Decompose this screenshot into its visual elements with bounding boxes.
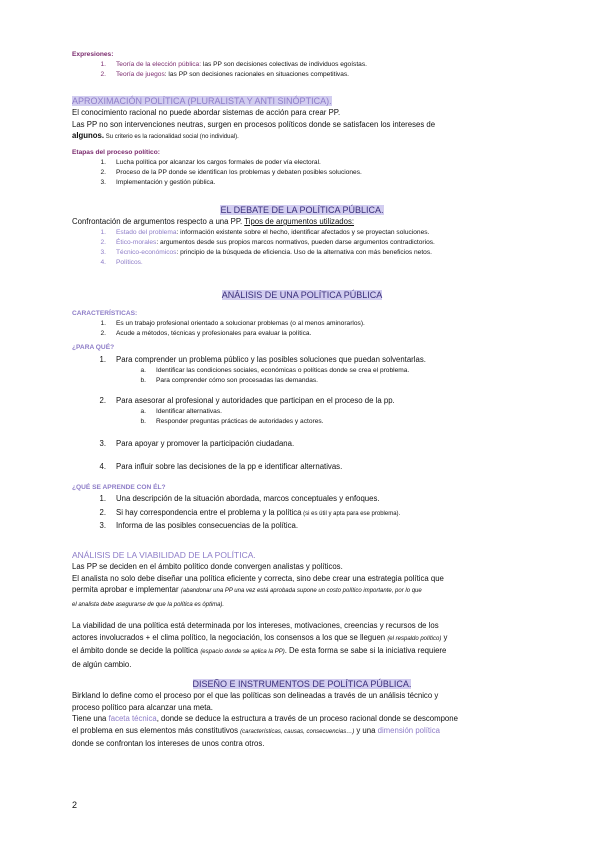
paragraph-line: Confrontación de argumentos respecto a una PP. Tipos de argumentos utilizados: xyxy=(72,217,355,226)
paragraph-line: de algún cambio. xyxy=(72,659,132,669)
list-item: 3. Implementación y gestión pública. xyxy=(100,178,216,186)
diseno-section xyxy=(72,678,532,750)
list-item: 1. Lucha política por alcanzar los cargos formales de poder vía electoral. xyxy=(100,158,321,166)
section-heading: EL DEBATE DE LA POLÍTICA PÚBLICA. xyxy=(220,205,384,215)
list-item: 3. Para apoyar y promover la participación ciudadana. xyxy=(99,439,295,448)
paragraph-line: Birkland lo define como el proceso por el que las políticas son delineadas a través de un análisis técnico y xyxy=(72,691,439,700)
paragraph-line: el problema en sus elementos más constitutivos (características, causas, consecuencias…) y una dimensión política xyxy=(72,725,441,735)
paragraph-line: actores involucrados + el clima político, la negociación, los consensos a los que se lleguen (el respaldo político) y xyxy=(72,632,448,642)
section-heading: ANÁLISIS DE UNA POLÍTICA PÚBLICA xyxy=(221,290,383,300)
para-que-label: ¿PARA QUÉ? xyxy=(72,344,115,351)
section-heading: ANÁLISIS DE LA VIABILIDAD DE LA POLÍTICA. xyxy=(72,550,256,560)
paragraph-line: donde se confrontan los intereses de unos contra otros. xyxy=(72,739,265,748)
paragraph-line: permita aprobar e implementar (abandonar una PP una vez está aprobada supone un costo político importante, por lo que xyxy=(72,585,422,594)
aproximacion-section xyxy=(72,95,532,188)
paragraph-line: Tiene una faceta técnica, donde se deduce la estructura a través de un proceso racional donde se descompone xyxy=(72,714,458,723)
paragraph-line: La viabilidad de una política está determinada por los intereses, motivaciones, creencias y recursos de los xyxy=(72,621,439,630)
etapas-label: Etapas del proceso político: xyxy=(72,148,160,156)
paragraph-line: Las PP no son intervenciones neutras, surgen en procesos políticos donde se satisfacen los intereses de xyxy=(72,119,436,129)
paragraph-line: el analista debe asegurarse de que la política es óptima). xyxy=(72,601,225,608)
viabilidad-section xyxy=(72,549,532,670)
list-item: 3. Informa de las posibles consecuencias de la política. xyxy=(99,521,299,530)
list-item: 1. Es un trabajo profesional orientado a solucionar problemas (o al menos aminorarlos). xyxy=(100,320,365,327)
list-item: 1. Para comprender un problema público y las posibles soluciones que puedan solventarlas. xyxy=(99,355,426,364)
list-item: 2. Ético-morales: argumentos desde sus propios marcos normativos, pueden darse argumentos contradictorios. xyxy=(100,238,435,246)
list-item: a. Identificar las condiciones sociales, económicas o políticas donde se crea el problema. xyxy=(140,367,410,374)
caracteristicas-label: CARACTERÍSTICAS: xyxy=(72,310,138,317)
list-item: 2. Acude a métodos, técnicas y profesionales para evaluar la política. xyxy=(100,330,312,337)
paragraph-line: El analista no solo debe diseñar una política eficiente y correcta, sino debe crear una estrategia política que xyxy=(72,573,444,583)
analisis-section xyxy=(72,289,532,534)
list-item: a. Identificar alternativas. xyxy=(140,408,222,415)
list-item: b. Responder preguntas prácticas de autoridades y actores. xyxy=(140,418,324,425)
paragraph-line: El conocimiento racional no puede abordar sistemas de acción para crear PP. xyxy=(72,108,341,117)
list-item: 2. Teoría de juegos: las PP son decisiones racionales en situaciones competitivas. xyxy=(100,71,350,78)
expresiones-label: Expresiones: xyxy=(72,51,114,58)
debate-section xyxy=(72,204,532,268)
list-item: b. Para comprender cómo son procesadas las demandas. xyxy=(140,377,319,384)
list-item: 1. Teoría de la elección pública: las PP son decisiones colectivas de individuos egoístas. xyxy=(100,61,367,68)
aprende-label: ¿QUÉ SE APRENDE CON ÉL? xyxy=(72,484,166,491)
page-number: 2 xyxy=(72,800,78,810)
paragraph-line: algunos. Su criterio es la racionalidad social (no individual). xyxy=(72,131,239,140)
paragraph-line: proceso político para alcanzar una meta. xyxy=(72,702,213,712)
list-item: 3. Técnico-económicos: principio de la búsqueda de eficiencia. Uso de la alternativa con más beneficios netos. xyxy=(100,248,432,256)
list-item: 4. Políticos. xyxy=(100,258,143,266)
paragraph-line: Las PP se deciden en el ámbito político donde convergen analistas y políticos. xyxy=(72,562,343,571)
list-item: 1. Una descripción de la situación abordada, marcos conceptuales y enfoques. xyxy=(99,494,380,503)
list-item: 4. Para influir sobre las decisiones de la pp e identificar alternativas. xyxy=(99,462,343,471)
expresiones-section xyxy=(72,50,532,80)
section-heading: DISEÑO E INSTRUMENTOS DE POLÍTICA PÚBLICA. xyxy=(192,679,412,689)
list-item: 2. Proceso de la PP donde se identifican los problemas y debaten posibles soluciones. xyxy=(100,168,362,176)
paragraph-line: el ámbito donde se decide la política (espacio donde se aplica la PP). De esta forma se sabe si la iniciativa requiere xyxy=(72,646,447,655)
list-item: 1. Estado del problema: información existente sobre el hecho, identificar afectados y se proyectan soluciones. xyxy=(100,228,430,236)
section-heading: APROXIMACIÓN POLÍTICA (PLURALISTA Y ANTI SINÓPTICA). xyxy=(72,96,332,106)
list-item: 2. Si hay correspondencia entre el problema y la política (si es útil y apta para ese problema). xyxy=(99,507,401,517)
list-item: 2. Para asesorar al profesional y autoridades que participan en el proceso de la pp. xyxy=(99,396,395,405)
